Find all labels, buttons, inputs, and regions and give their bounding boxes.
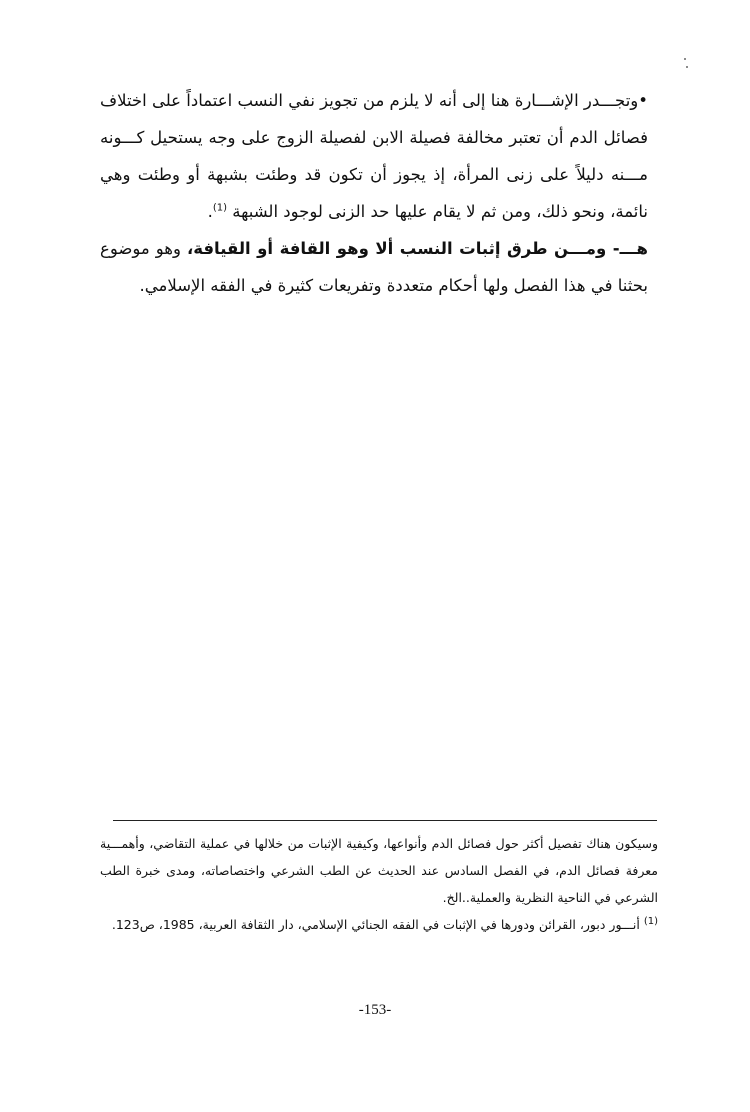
paragraph-blood-groups: [100, 82, 648, 230]
footnotes: [100, 830, 658, 938]
paragraph-text: وهو موضوع بحثنا في هذا الفصل ولها أحكام متعددة وتفريعات كثيرة في الفقه الإسلامي.: [100, 239, 648, 295]
bullet: •: [638, 91, 648, 110]
footnote-ref-1[interactable]: (1): [212, 202, 228, 214]
footnote-divider: [113, 820, 657, 821]
page-number: -153-: [358, 1002, 392, 1018]
paragraph-qiyafa: [100, 230, 648, 304]
scan-speck: [686, 66, 688, 68]
scan-speck: [684, 58, 686, 60]
footnote-1: [100, 911, 658, 938]
main-text: [100, 82, 648, 304]
footnote-1-marker: (1): [643, 915, 658, 927]
section-heading-he: هـــ- ومـــن طرق إثبات النسب ألا وهو القافة أو القيافة،: [186, 239, 648, 258]
footnote-unnumbered: وسيكون هناك تفصيل أكثر حول فصائل الدم وأنواعها، وكيفية الإثبات من خلالها في عملية التقاضي، وأهمـــية معرفة فصائل الدم، في الفصل السادس عند الحديث عن الطب الشرعي واختصاصاته، ومدى خبرة الطب الشرعي في الناحية النظرية والعملية..الخ.: [100, 836, 658, 905]
footnote-1-text: أنـــور دبور، القرائن ودورها في الإثبات في الفقه الجنائي الإسلامي، دار الثقافة العربية، 1985، ص123.: [111, 917, 644, 932]
paragraph-text: وتجـــدر الإشـــارة هنا إلى أنه لا يلزم من تجويز نفي النسب اعتماداً على اختلاف فصائل الدم أن تعتبر مخالفة فصيلة الابن لفصيلة الزوج على وجه يستحيل كـــونه مـــنه دليلاً على زنى المرأة، إذ يجوز أن تكون قد وطئت بشبهة أو وطئت وهي نائمة، ونحو ذلك، ومن ثم لا يقام عليها حد الزنى لوجود الشبهة: [100, 91, 648, 221]
paragraph-end: .: [207, 202, 213, 221]
